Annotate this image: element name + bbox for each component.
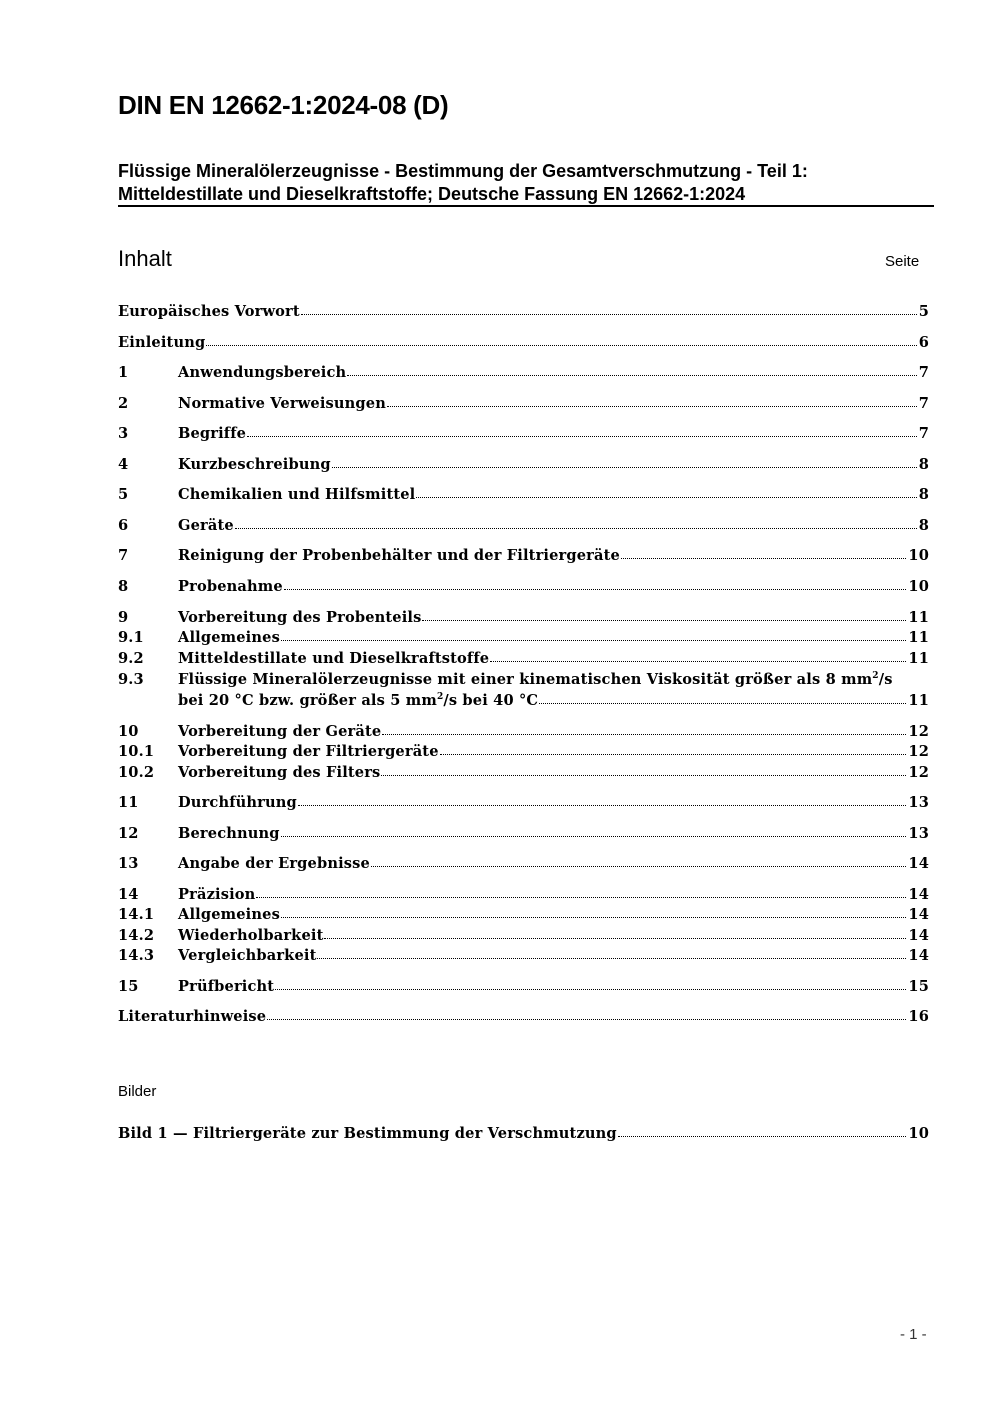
toc-entry-number: 11 bbox=[118, 794, 139, 811]
toc-leader-dots bbox=[281, 836, 907, 837]
toc-entry[interactable] bbox=[118, 761, 929, 781]
toc-entry-page: 14 bbox=[908, 855, 929, 872]
toc-entry-label-text: /s bbox=[878, 671, 893, 688]
toc-entry-number: 2 bbox=[118, 395, 129, 412]
toc-leader-dots bbox=[347, 375, 916, 376]
toc-entry-label: Begriffe bbox=[178, 425, 247, 442]
toc-entry-label: Allgemeines bbox=[178, 629, 280, 646]
toc-entry-number: 13 bbox=[118, 855, 139, 872]
toc-entry[interactable] bbox=[118, 924, 929, 944]
toc-entry[interactable] bbox=[118, 720, 929, 740]
toc-entry-number: 14.1 bbox=[118, 906, 155, 923]
toc-entry-number: 7 bbox=[118, 547, 129, 564]
toc-leader-dots bbox=[618, 1136, 907, 1137]
toc-entry-page: 14 bbox=[908, 927, 929, 944]
toc-leader-dots bbox=[422, 620, 906, 621]
toc-entry-number: 10 bbox=[118, 723, 139, 740]
toc-entry-page: 12 bbox=[908, 764, 929, 781]
toc-entry-page: 14 bbox=[908, 886, 929, 903]
toc-entry-continuation[interactable] bbox=[118, 689, 929, 709]
toc-entry-page: 11 bbox=[908, 650, 929, 667]
toc-entry-label: Allgemeines bbox=[178, 906, 280, 923]
toc-leader-dots bbox=[281, 917, 906, 918]
toc-entry-page: 5 bbox=[918, 303, 929, 320]
toc-leader-dots bbox=[256, 897, 906, 898]
toc-entry[interactable] bbox=[118, 647, 929, 667]
toc-entry[interactable] bbox=[118, 740, 929, 760]
superscript: 2 bbox=[436, 692, 444, 703]
toc-entry-label-text: /s bei 40 °C bbox=[443, 692, 539, 709]
toc-entry-number: 12 bbox=[118, 825, 139, 842]
toc-entry[interactable] bbox=[118, 626, 929, 646]
document-subtitle: Flüssige Mineralölerzeugnisse - Bestimmung der Gesamtverschmutzung - Teil 1: Mitteldestillate und Dieselkraftstoffe; Deutsche Fassung EN 12662-1:2024 bbox=[118, 161, 808, 204]
toc-entry[interactable] bbox=[118, 300, 929, 320]
toc-entry-number: 15 bbox=[118, 978, 139, 995]
toc-entry-label: Wiederholbarkeit bbox=[178, 927, 324, 944]
toc-entry-page: 13 bbox=[908, 794, 929, 811]
toc-leader-dots bbox=[275, 989, 906, 990]
toc-entry-page: 8 bbox=[918, 486, 929, 503]
toc-entry-label: Vorbereitung der Geräte bbox=[178, 723, 382, 740]
toc-entry-page: 11 bbox=[908, 692, 929, 709]
toc-entry[interactable] bbox=[118, 453, 929, 473]
toc-entry[interactable] bbox=[118, 1005, 929, 1025]
toc-heading: Inhalt bbox=[118, 246, 172, 271]
toc-entry-number: 4 bbox=[118, 456, 129, 473]
toc-entry-label: Präzision bbox=[178, 886, 256, 903]
toc-entry-page: 8 bbox=[918, 456, 929, 473]
toc-leader-dots bbox=[324, 938, 906, 939]
toc-entry[interactable] bbox=[118, 575, 929, 595]
toc-entry-page: 16 bbox=[908, 1008, 929, 1025]
toc-entry-number: 6 bbox=[118, 517, 129, 534]
toc-entry-page: 12 bbox=[908, 723, 929, 740]
toc-leader-dots bbox=[371, 866, 906, 867]
toc-entry[interactable] bbox=[118, 422, 929, 442]
toc-entry[interactable] bbox=[118, 944, 929, 964]
toc-entry[interactable] bbox=[118, 606, 929, 626]
toc-leader-dots bbox=[235, 528, 917, 529]
toc-leader-dots bbox=[440, 754, 907, 755]
figure-entry[interactable] bbox=[118, 1122, 929, 1142]
toc-entry-page: 11 bbox=[908, 629, 929, 646]
toc-entry-page: 14 bbox=[908, 947, 929, 964]
toc-entry-page: 13 bbox=[908, 825, 929, 842]
toc-leader-dots bbox=[301, 314, 917, 315]
toc-entry-label-line1 bbox=[178, 671, 893, 688]
toc-entry-page: 6 bbox=[918, 334, 929, 351]
toc-entry-number: 10.1 bbox=[118, 743, 155, 760]
toc-entry-label: Einleitung bbox=[118, 334, 206, 351]
toc-entry-number: 3 bbox=[118, 425, 129, 442]
figure-entry-page: 10 bbox=[908, 1125, 929, 1142]
toc-entry-page: 11 bbox=[908, 609, 929, 626]
toc-leader-dots bbox=[317, 958, 906, 959]
toc-entry-label: Reinigung der Probenbehälter und der Filtriergeräte bbox=[178, 547, 620, 564]
toc-entry[interactable] bbox=[118, 331, 929, 351]
toc-entry-page: 14 bbox=[908, 906, 929, 923]
toc-entry-label-text: bei 20 °C bzw. größer als 5 mm bbox=[178, 692, 437, 709]
toc-leader-dots bbox=[381, 775, 906, 776]
toc-entry[interactable] bbox=[118, 975, 929, 995]
toc-entry[interactable] bbox=[118, 903, 929, 923]
figures-heading: Bilder bbox=[118, 1083, 157, 1100]
toc-entry[interactable] bbox=[118, 791, 929, 811]
toc-leader-dots bbox=[382, 734, 906, 735]
toc-entry-label: Chemikalien und Hilfsmittel bbox=[178, 486, 416, 503]
toc-leader-dots bbox=[416, 497, 916, 498]
toc-entry-page: 7 bbox=[918, 425, 929, 442]
toc-entry-label: Vorbereitung der Filtriergeräte bbox=[178, 743, 439, 760]
toc-entry-label: Mitteldestillate und Dieselkraftstoffe bbox=[178, 650, 490, 667]
toc-entry-label: Kurzbeschreibung bbox=[178, 456, 331, 473]
toc-entry-number: 9.3 bbox=[118, 671, 144, 688]
title-divider bbox=[118, 205, 934, 207]
toc-entry-page: 8 bbox=[918, 517, 929, 534]
page-number: - 1 - bbox=[900, 1326, 927, 1343]
toc-entry[interactable] bbox=[118, 392, 929, 412]
toc-entry-page: 10 bbox=[908, 578, 929, 595]
toc-leader-dots bbox=[247, 436, 917, 437]
toc-entry-number: 9 bbox=[118, 609, 129, 626]
toc-entry-page: 10 bbox=[908, 547, 929, 564]
toc-entry-number: 14.2 bbox=[118, 927, 155, 944]
toc-entry[interactable] bbox=[118, 822, 929, 842]
toc-entry-label: Angabe der Ergebnisse bbox=[178, 855, 370, 872]
toc-entry-number: 8 bbox=[118, 578, 129, 595]
toc-entry[interactable] bbox=[118, 483, 929, 503]
toc-entry-label: Vorbereitung des Filters bbox=[178, 764, 381, 781]
toc-entry-label: Anwendungsbereich bbox=[178, 364, 347, 381]
figure-entry-label: Bild 1 — Filtriergeräte zur Bestimmung der Verschmutzung bbox=[118, 1125, 617, 1142]
toc-leader-dots bbox=[539, 703, 906, 704]
toc-entry-number: 14.3 bbox=[118, 947, 155, 964]
toc-leader-dots bbox=[332, 467, 917, 468]
toc-entry-number: 5 bbox=[118, 486, 129, 503]
toc-entry-label: Probenahme bbox=[178, 578, 283, 595]
document-title: DIN EN 12662-1:2024-08 (D) bbox=[118, 90, 449, 120]
toc-entry-page: 12 bbox=[908, 743, 929, 760]
toc-entry-number: 14 bbox=[118, 886, 139, 903]
toc-entry-number: 1 bbox=[118, 364, 129, 381]
toc-entry-label: Berechnung bbox=[178, 825, 280, 842]
toc-entry[interactable] bbox=[118, 883, 929, 903]
toc-leader-dots bbox=[621, 558, 906, 559]
toc-entry-number: 9.1 bbox=[118, 629, 144, 646]
toc-entry-page: 7 bbox=[918, 364, 929, 381]
toc-leader-dots bbox=[490, 661, 906, 662]
toc-leader-dots bbox=[284, 589, 907, 590]
toc-leader-dots bbox=[281, 640, 906, 641]
toc-entry-label-text: Flüssige Mineralölerzeugnisse mit einer kinematischen Viskosität größer als 8 mm bbox=[178, 671, 873, 688]
toc-leader-dots bbox=[206, 345, 916, 346]
toc-entry-label: Vorbereitung des Probenteils bbox=[178, 609, 422, 626]
toc-entry-label: Prüfbericht bbox=[178, 978, 275, 995]
toc-entry-label: Geräte bbox=[178, 517, 234, 534]
toc-entry[interactable] bbox=[118, 544, 929, 564]
toc-entry[interactable] bbox=[118, 361, 929, 381]
superscript: 2 bbox=[872, 671, 879, 682]
toc-entry-label: Vergleichbarkeit bbox=[178, 947, 317, 964]
toc-leader-dots bbox=[267, 1019, 906, 1020]
toc-entry-label-line2 bbox=[178, 692, 538, 709]
toc-entry-number: 10.2 bbox=[118, 764, 155, 781]
toc-entry[interactable] bbox=[118, 514, 929, 534]
toc-entry[interactable] bbox=[118, 668, 929, 688]
toc-entry-label: Europäisches Vorwort bbox=[118, 303, 300, 320]
toc-entry-label: Literaturhinweise bbox=[118, 1008, 267, 1025]
toc-entry-page: 15 bbox=[908, 978, 929, 995]
toc-page-column-label: Seite bbox=[885, 253, 920, 270]
toc-entry-number: 9.2 bbox=[118, 650, 144, 667]
toc-leader-dots bbox=[298, 805, 907, 806]
toc-entry-label: Normative Verweisungen bbox=[178, 395, 386, 412]
toc-leader-dots bbox=[387, 406, 917, 407]
toc-entry-label: Durchführung bbox=[178, 794, 297, 811]
toc-entry[interactable] bbox=[118, 852, 929, 872]
toc-entry-page: 7 bbox=[918, 395, 929, 412]
